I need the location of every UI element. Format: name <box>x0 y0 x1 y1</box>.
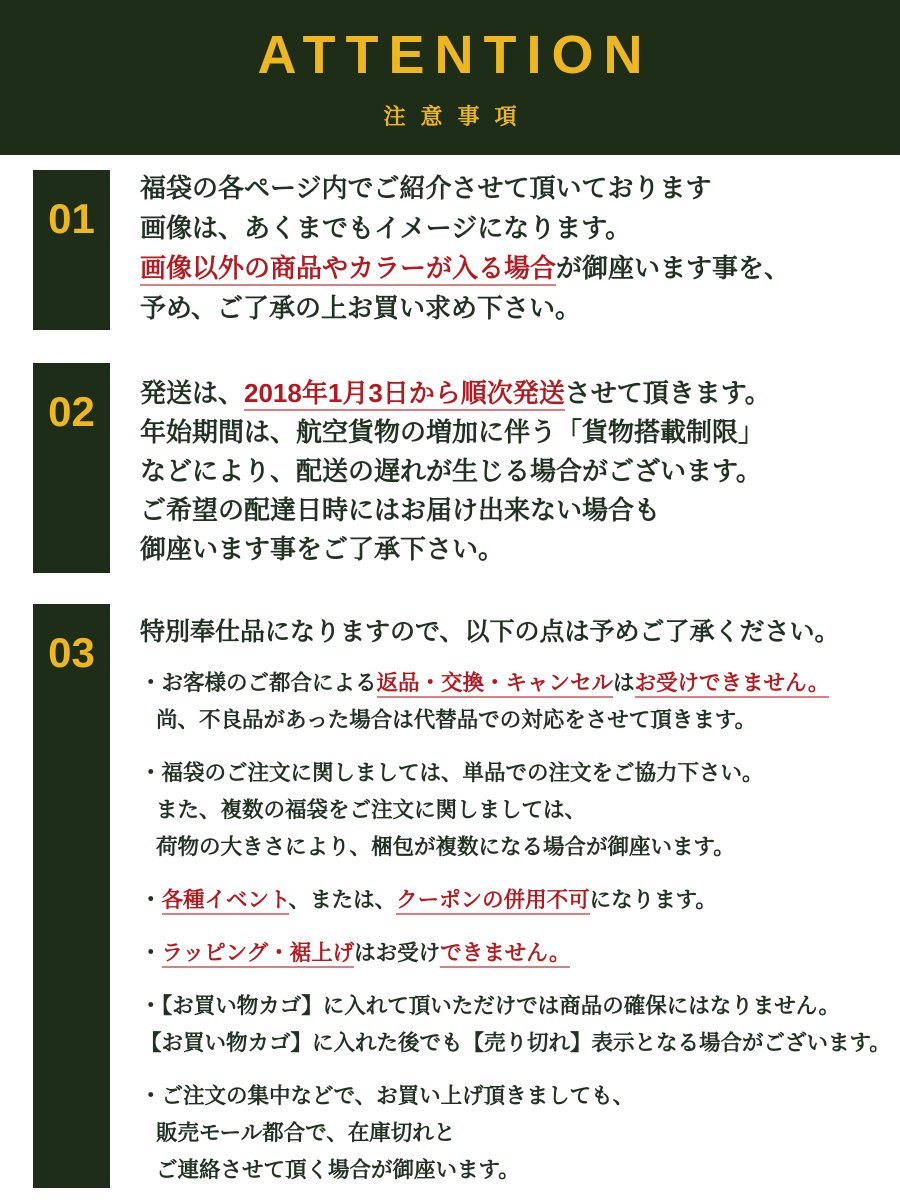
section-03-bullet-block <box>140 988 895 1062</box>
section-03-bullet-block <box>140 935 895 972</box>
section-01-number-box <box>33 170 110 330</box>
text-line <box>140 613 895 651</box>
text-segment: 特別奉仕品になりますので、以下の点は予めご了承ください。 <box>140 618 840 646</box>
text-line <box>140 1152 895 1189</box>
text-segment: ご希望の配達日時にはお届け出来ない場合も <box>140 495 661 525</box>
section-03-number: 03 <box>48 629 95 676</box>
text-line <box>140 829 895 866</box>
text-line <box>140 935 895 972</box>
text-line <box>140 452 885 491</box>
text-line <box>140 988 895 1025</box>
text-line <box>140 248 885 288</box>
text-segment: などにより、配送の遅れが生じる場合がございます。 <box>140 456 762 486</box>
text-segment: 販売モール都合で、在庫切れと <box>156 1121 456 1145</box>
text-line <box>140 882 895 919</box>
text-segment: させて頂きます。 <box>564 378 771 408</box>
red-underlined-text: 2018年1月3日から順次発送 <box>244 378 565 411</box>
text-line <box>140 755 895 792</box>
section-03-bullet-block <box>140 1078 895 1189</box>
red-underlined-text: 返品・交換・キャンセル <box>377 671 614 698</box>
text-segment: は <box>613 671 635 695</box>
section-03-bullet-block <box>140 665 895 739</box>
section-02-lead-block <box>140 374 885 569</box>
text-line <box>140 1025 895 1062</box>
text-segment: 予め、ご了承の上お買い求め下さい。 <box>140 293 581 323</box>
red-underlined-text: 画像以外の商品やカラーが入る場合 <box>140 253 556 286</box>
text-segment: 【お買い物カゴ】に入れた後でも【売り切れ】表示となる場合がございます。 <box>140 1031 891 1055</box>
red-underlined-text: できません。 <box>440 941 570 968</box>
text-segment: が御座います事を、 <box>556 253 791 283</box>
section-03-bullet-block <box>140 755 895 866</box>
text-segment: ・ご注文の集中などで、お買い上げ頂きましても、 <box>140 1084 635 1108</box>
section-02-text <box>140 374 885 569</box>
header-banner <box>0 0 900 155</box>
text-segment: 福袋の各ページ内でご紹介させて頂いております <box>140 173 712 203</box>
text-line <box>140 530 885 569</box>
text-line <box>140 665 895 702</box>
text-segment: ・ <box>140 888 162 912</box>
text-line <box>140 1078 895 1115</box>
text-segment: ご連絡させて頂く場合が御座います。 <box>156 1158 520 1182</box>
text-line <box>140 208 885 248</box>
text-segment: ・福袋のご注文に関しましては、単品での注文をご協力下さい。 <box>140 761 764 785</box>
text-segment: 尚、不良品があった場合は代替品での対応をさせて頂きます。 <box>156 708 757 732</box>
text-line <box>140 1115 895 1152</box>
text-segment: 発送は、 <box>140 378 245 408</box>
text-segment: また、複数の福袋をご注文に関しましては、 <box>156 798 587 822</box>
text-segment: ・ <box>140 941 162 965</box>
red-underlined-text: お受けできません。 <box>635 671 830 698</box>
section-03-bullet-block <box>140 882 895 919</box>
text-line <box>140 413 885 452</box>
section-03-number-box <box>33 604 110 1188</box>
page-subtitle: 注意事項 <box>383 103 532 129</box>
text-line <box>140 792 895 829</box>
text-line <box>140 374 885 413</box>
red-underlined-text: クーポンの併用不可 <box>396 888 590 915</box>
text-segment: 、または、 <box>288 888 397 912</box>
text-segment: 画像は、あくまでもイメージになります。 <box>140 213 632 243</box>
section-02-number: 02 <box>48 388 95 435</box>
red-underlined-text: 各種イベント <box>162 888 289 915</box>
text-segment: はお受け <box>354 941 441 965</box>
text-segment: 荷物の大きさにより、梱包が複数になる場合が御座います。 <box>156 835 735 859</box>
section-02-number-box <box>33 363 110 573</box>
red-underlined-text: ラッピング・裾上げ <box>162 941 355 968</box>
section-03-text <box>140 613 895 1189</box>
text-line <box>140 168 885 208</box>
page-title: ATTENTION <box>257 24 653 85</box>
text-segment: 御座います事をご了承下さい。 <box>140 534 505 564</box>
text-segment: になります。 <box>589 888 717 912</box>
text-line <box>140 702 895 739</box>
text-segment: ・お客様のご都合による <box>140 671 377 695</box>
section-01-lead-block <box>140 168 885 328</box>
text-segment: 年始期間は、航空貨物の増加に伴う「貨物搭載制限」 <box>140 417 765 447</box>
section-01-text <box>140 168 885 328</box>
text-line <box>140 491 885 530</box>
section-01-number: 01 <box>48 195 95 242</box>
text-line <box>140 288 885 328</box>
section-03-heading-block <box>140 613 895 651</box>
text-segment: ・【お買い物カゴ】に入れて頂いただけでは商品の確保にはなりません。 <box>140 994 841 1018</box>
